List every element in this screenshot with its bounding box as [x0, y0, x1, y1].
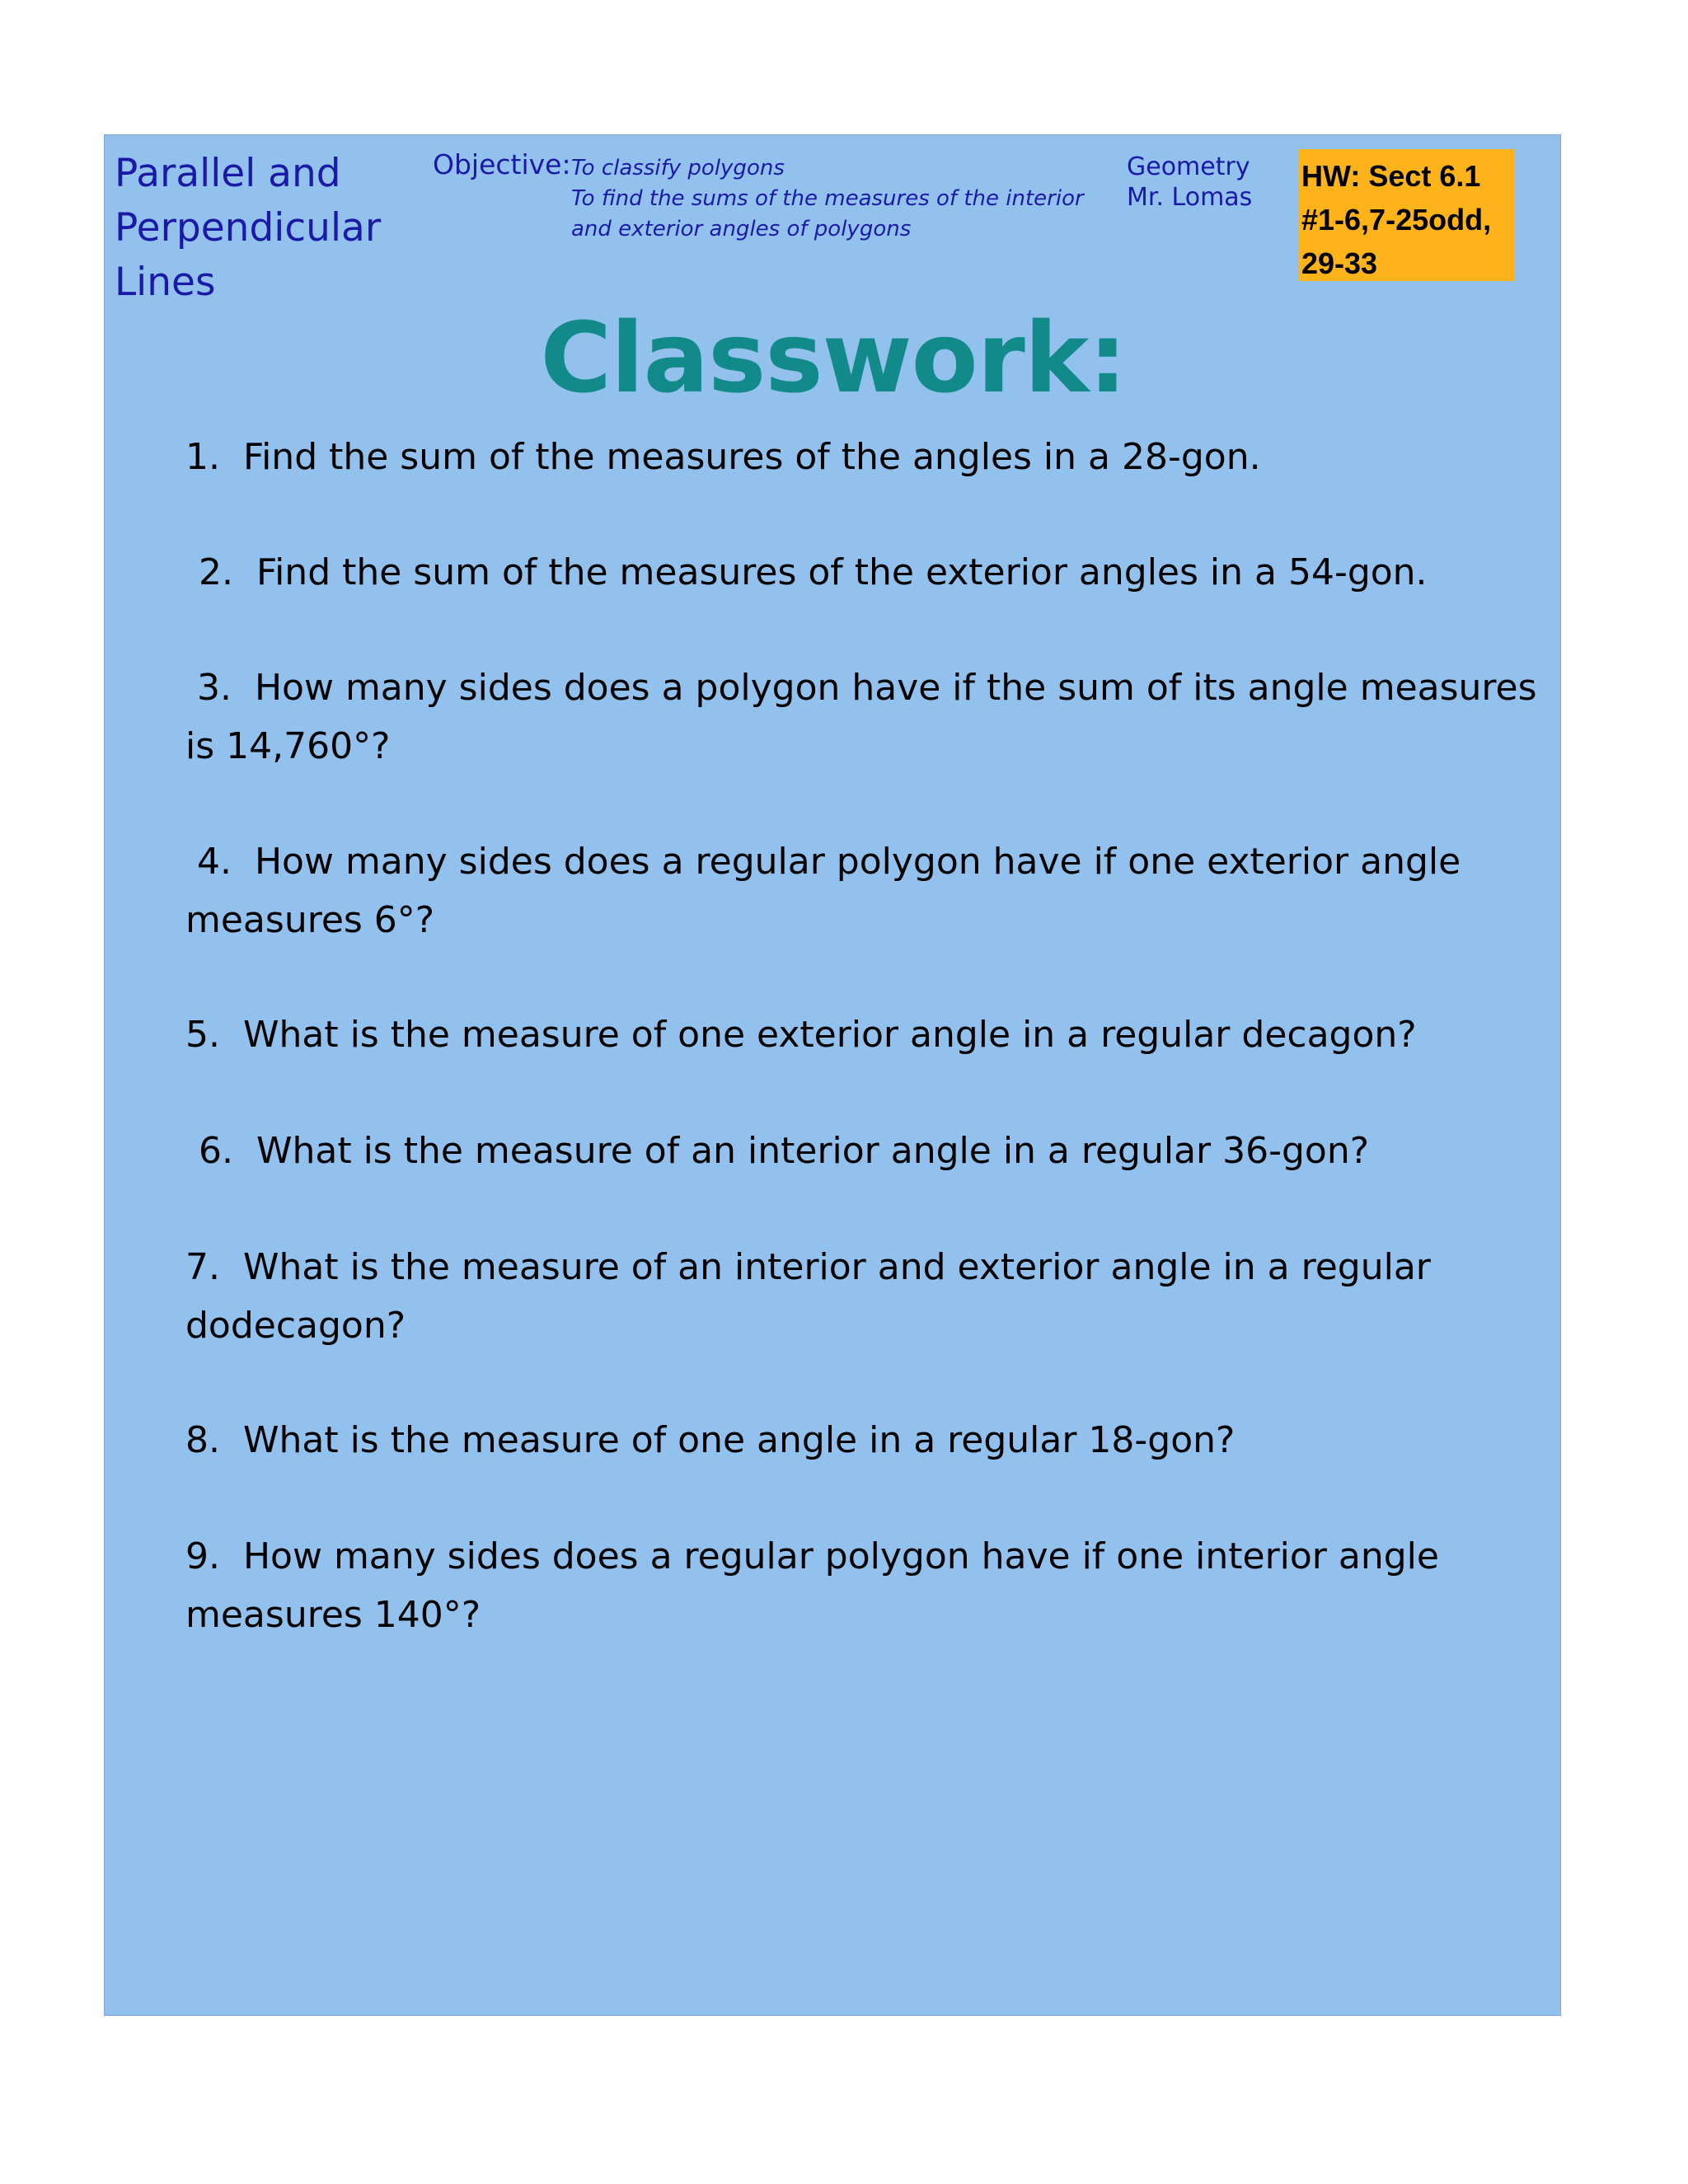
question-text: How many sides does a polygon have if the sum of its angle measures is 14,760°?	[185, 667, 1537, 767]
question-text: Find the sum of the measures of the angles in a 28-gon.	[242, 436, 1261, 478]
objective-label: Objective:	[433, 148, 571, 180]
question-item	[185, 428, 1537, 486]
lesson-topic	[115, 147, 428, 310]
teacher-name: Mr. Lomas	[1127, 183, 1253, 212]
homework-line: #1-6,7-25odd,	[1301, 203, 1492, 237]
question-number: 1.	[185, 436, 220, 478]
objective-line: To classify polygons	[571, 156, 785, 180]
question-item	[185, 1411, 1537, 1469]
question-number: 8.	[185, 1419, 220, 1461]
question-item	[185, 1527, 1537, 1644]
question-text: What is the measure of an interior angle in a regular 36-gon?	[256, 1130, 1370, 1172]
topic-line: Perpendicular	[115, 205, 382, 251]
question-text: How many sides does a regular polygon have if one exterior angle measures 6°?	[185, 841, 1461, 941]
course-info	[1127, 152, 1252, 213]
question-number: 5.	[185, 1014, 220, 1056]
objective-text	[571, 153, 1082, 245]
course-name: Geometry	[1127, 152, 1250, 181]
question-number: 2.	[199, 551, 233, 593]
question-text: What is the measure of an interior and exterior angle in a regular dodecagon?	[185, 1246, 1431, 1347]
page-title: Classwork:	[540, 301, 1127, 415]
objective-line: and exterior angles of polygons	[571, 217, 912, 241]
question-item	[185, 832, 1537, 949]
question-item	[199, 543, 1537, 602]
question-number: 4.	[197, 841, 232, 883]
topic-line: Lines	[115, 260, 216, 305]
question-item	[185, 1005, 1537, 1064]
question-text: Find the sum of the measures of the exterior angles in a 54-gon.	[256, 551, 1428, 593]
homework-line: HW: Sect 6.1	[1301, 159, 1481, 193]
objective-line: To find the sums of the measures of the interior	[571, 186, 1084, 211]
question-number: 9.	[185, 1535, 220, 1577]
topic-line: Parallel and	[115, 151, 341, 196]
question-number: 7.	[185, 1246, 220, 1288]
worksheet-page	[104, 134, 1561, 2016]
question-text: How many sides does a regular polygon have if one interior angle measures 140°?	[185, 1535, 1439, 1636]
question-item	[185, 1238, 1537, 1355]
question-item	[199, 1122, 1537, 1180]
question-text: What is the measure of one angle in a regular 18-gon?	[242, 1419, 1236, 1461]
question-item	[185, 658, 1537, 776]
question-number: 3.	[197, 667, 232, 709]
homework-line: 29-33	[1301, 246, 1378, 280]
question-number: 6.	[199, 1130, 233, 1172]
question-text: What is the measure of one exterior angle in a regular decagon?	[242, 1014, 1417, 1056]
homework-box	[1298, 149, 1514, 281]
